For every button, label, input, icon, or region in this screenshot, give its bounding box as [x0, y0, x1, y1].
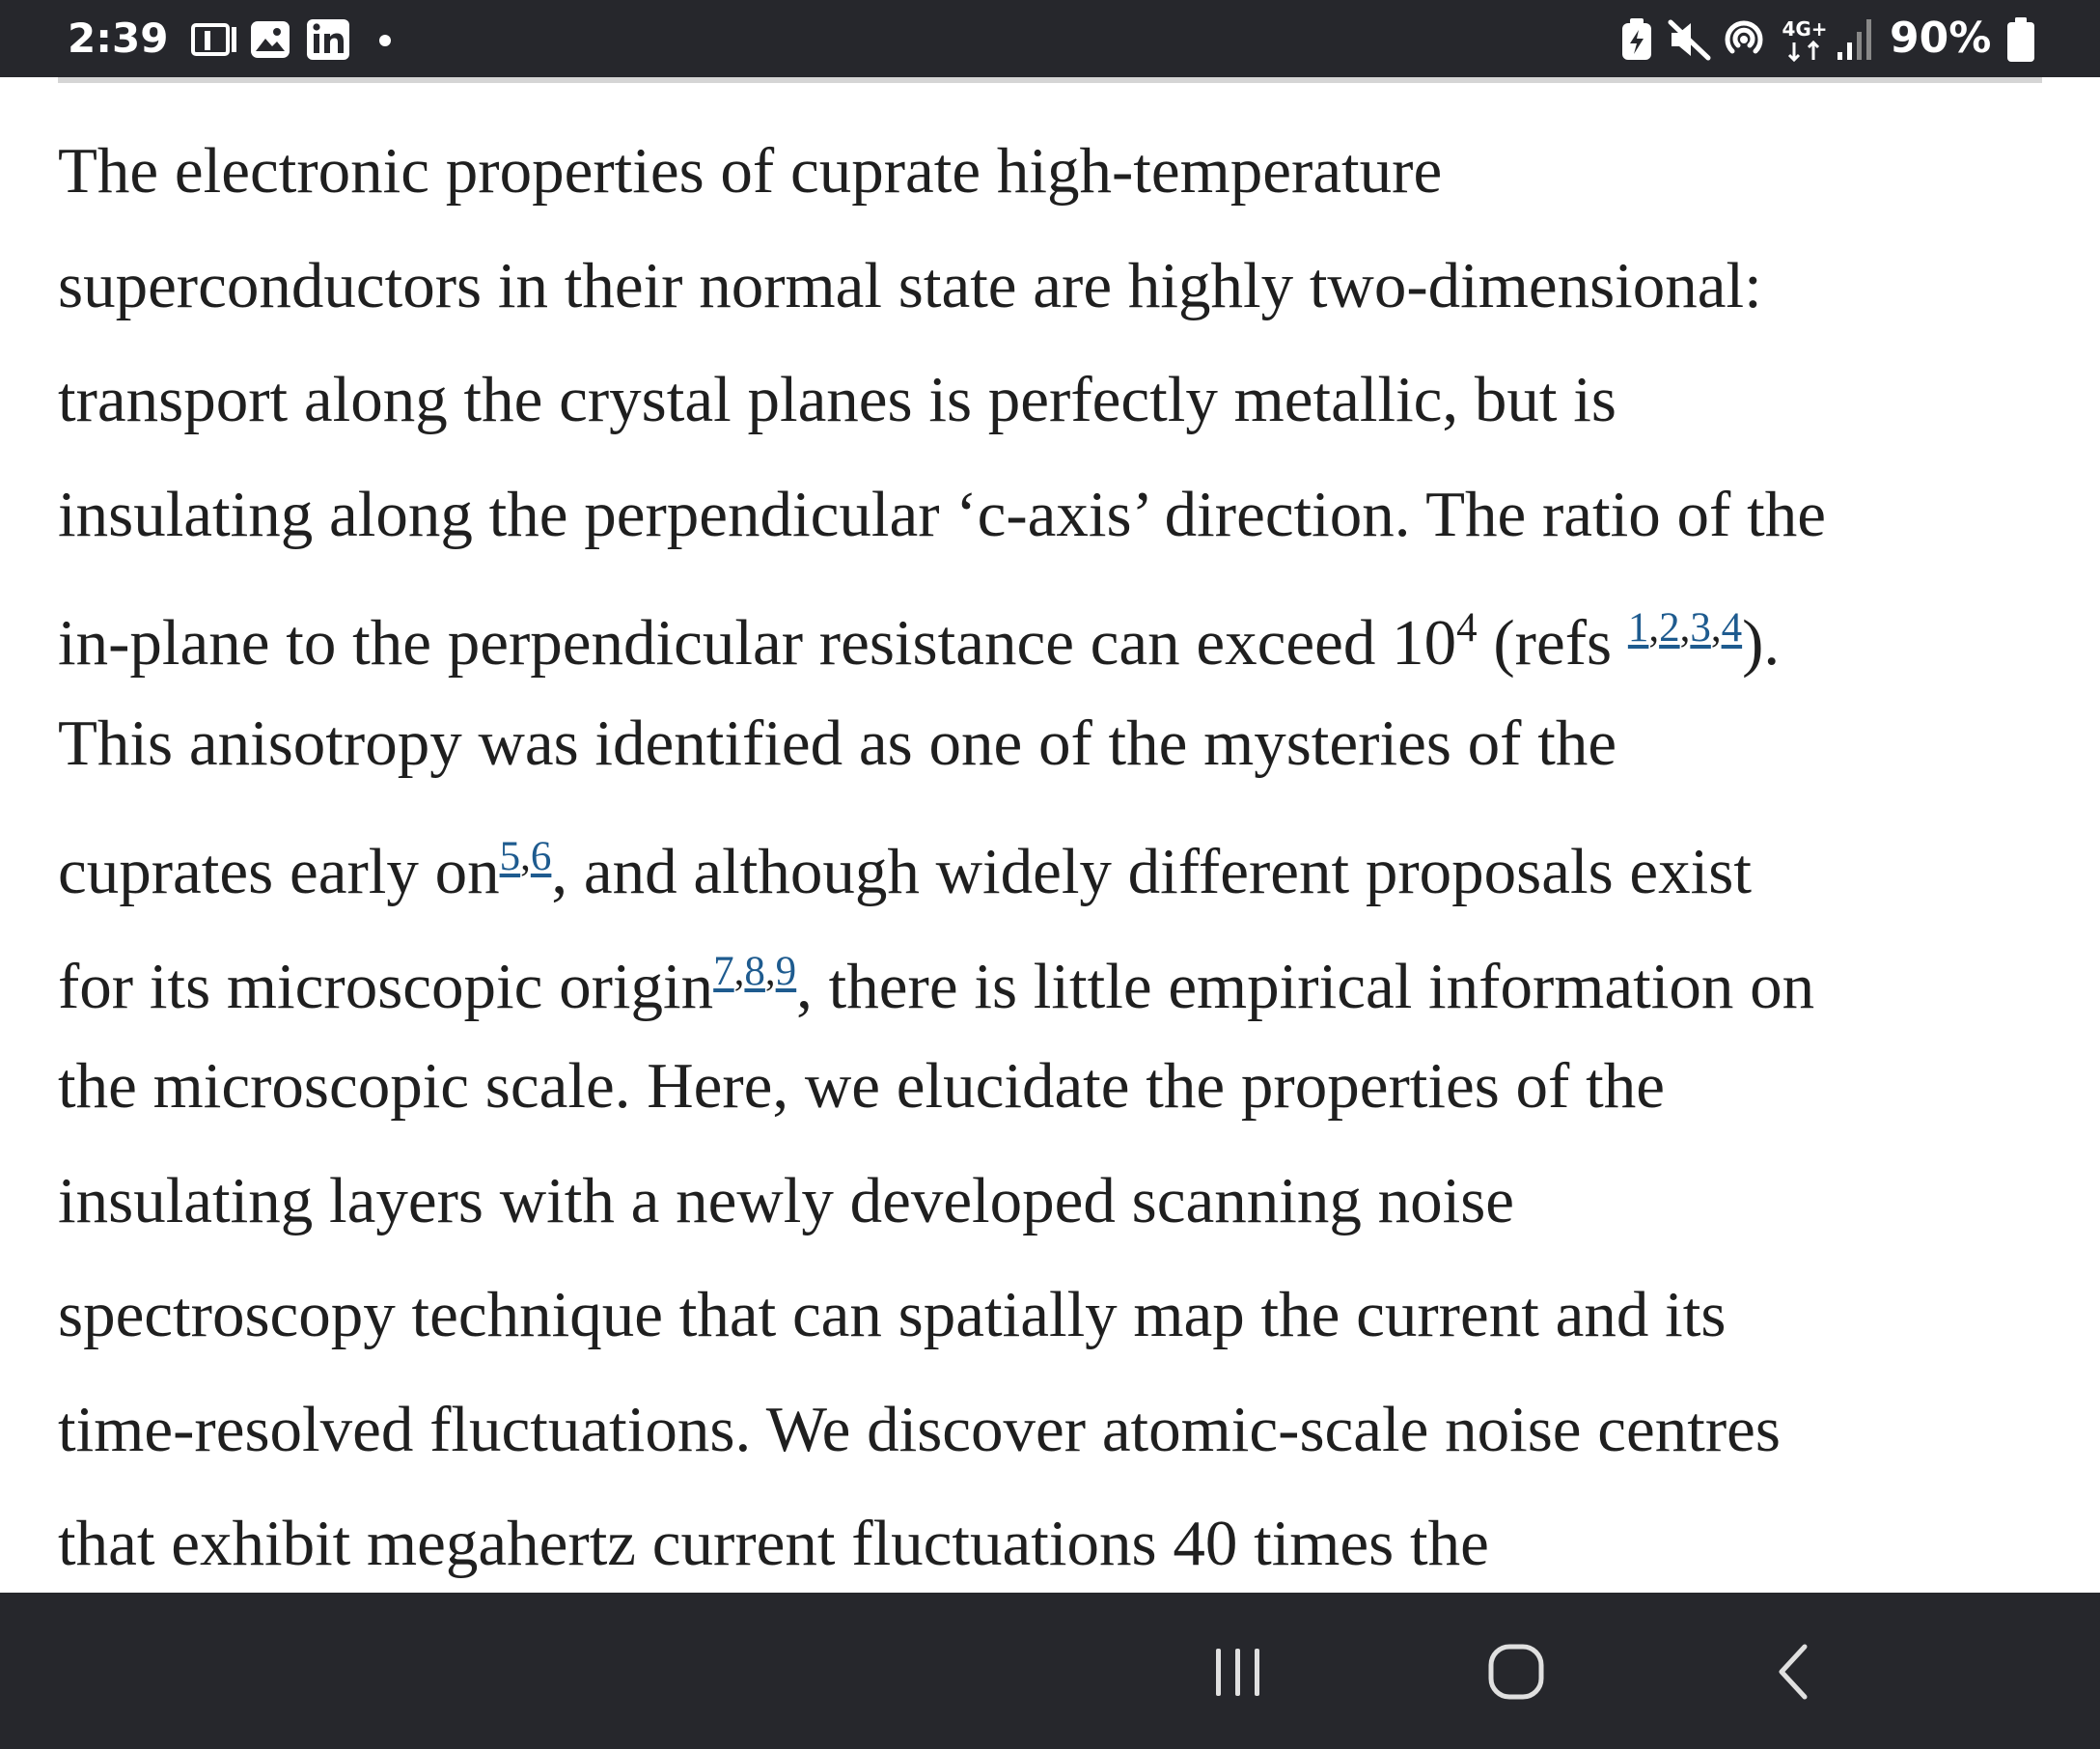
superscript-text: , [1710, 605, 1722, 651]
signal-bars-icon [1836, 15, 1876, 62]
citation-link[interactable]: 2 [1659, 605, 1680, 651]
citation-link[interactable]: 3 [1690, 605, 1711, 651]
body-text: The electronic properties of cuprate high-temperature [58, 135, 1443, 207]
citation-link[interactable]: 7 [713, 948, 734, 994]
body-text: spectroscopy technique that can spatially map the current and its [58, 1279, 1727, 1350]
superscript-text: , [520, 834, 531, 879]
gallery-icon [249, 19, 291, 60]
paragraph-line [58, 571, 2056, 686]
hotspot-icon [1720, 15, 1768, 64]
navigation-bar [0, 1593, 2100, 1749]
paragraph-line [58, 1258, 2056, 1373]
home-icon [1491, 1647, 1541, 1697]
more-notifications-dot-icon [378, 34, 392, 47]
superscript-text: , [1679, 605, 1691, 651]
paragraph-line [58, 1486, 2056, 1591]
body-text: transport along the crystal planes is perfectly metallic, but is [58, 364, 1616, 435]
paragraph-line [58, 229, 2056, 344]
superscript-text: 4 [1456, 605, 1478, 651]
back-icon [1782, 1647, 1805, 1697]
body-text: , and although widely different proposals exist [551, 836, 1752, 907]
citation-link[interactable]: 4 [1721, 605, 1743, 651]
body-text: , there is little empirical information on [796, 950, 1815, 1022]
network-4g-icon [1782, 14, 1828, 66]
body-text: ). [1742, 607, 1781, 679]
home-button[interactable] [1463, 1620, 1569, 1726]
body-text: insulating along the perpendicular ‘c-axis’ direction. The ratio of the [58, 478, 1826, 550]
body-text: that exhibit megahertz current fluctuations 40 times the [58, 1508, 1489, 1579]
superscript-text: , [1648, 605, 1660, 651]
paragraph-line [58, 1144, 2056, 1259]
battery-icon [2005, 15, 2036, 64]
citation-link[interactable]: 6 [530, 834, 552, 879]
paragraph-line [58, 915, 2056, 1030]
header-divider [58, 77, 2042, 83]
paragraph-line [58, 1373, 2056, 1487]
back-button[interactable] [1743, 1620, 1849, 1726]
body-text: This anisotropy was identified as one of the mysteries of the [58, 707, 1617, 779]
body-text: insulating layers with a newly developed scanning noise [58, 1164, 1515, 1236]
paragraph-line [58, 114, 2056, 229]
mute-icon [1666, 17, 1712, 62]
status-bar [0, 0, 2100, 77]
body-text: cuprates early on [58, 836, 500, 907]
body-text: the microscopic scale. Here, we elucidate the properties of the [58, 1050, 1665, 1122]
body-text: (refs [1477, 607, 1628, 679]
article-body [58, 114, 2056, 1591]
body-text: in-plane to the perpendicular resistance can exceed 10 [58, 607, 1457, 679]
status-time: 2:39 [68, 14, 169, 62]
body-text: time-resolved fluctuations. We discover atomic-scale noise centres [58, 1393, 1781, 1465]
tv-notification-icon [189, 17, 237, 62]
battery-percent: 90% [1890, 14, 1992, 63]
body-text: superconductors in their normal state are highly two-dimensional: [58, 249, 1762, 321]
recent-apps-button[interactable] [1184, 1620, 1290, 1726]
paragraph-line [58, 800, 2056, 915]
citation-link[interactable]: 9 [775, 948, 797, 994]
battery-saver-icon [1619, 17, 1654, 62]
citation-link[interactable]: 1 [1627, 605, 1649, 651]
superscript-text: , [764, 948, 776, 994]
paragraph-line [58, 1029, 2056, 1144]
citation-link[interactable]: 5 [499, 834, 521, 879]
linkedin-icon [305, 17, 351, 62]
paragraph-line [58, 343, 2056, 458]
recent-apps-icon [1216, 1649, 1259, 1696]
superscript-text: , [733, 948, 745, 994]
paragraph-line [58, 458, 2056, 572]
svg-text:4G+: 4G+ [1782, 17, 1828, 41]
citation-link[interactable]: 8 [744, 948, 765, 994]
paragraph-line [58, 686, 2056, 801]
body-text: for its microscopic origin [58, 950, 714, 1022]
